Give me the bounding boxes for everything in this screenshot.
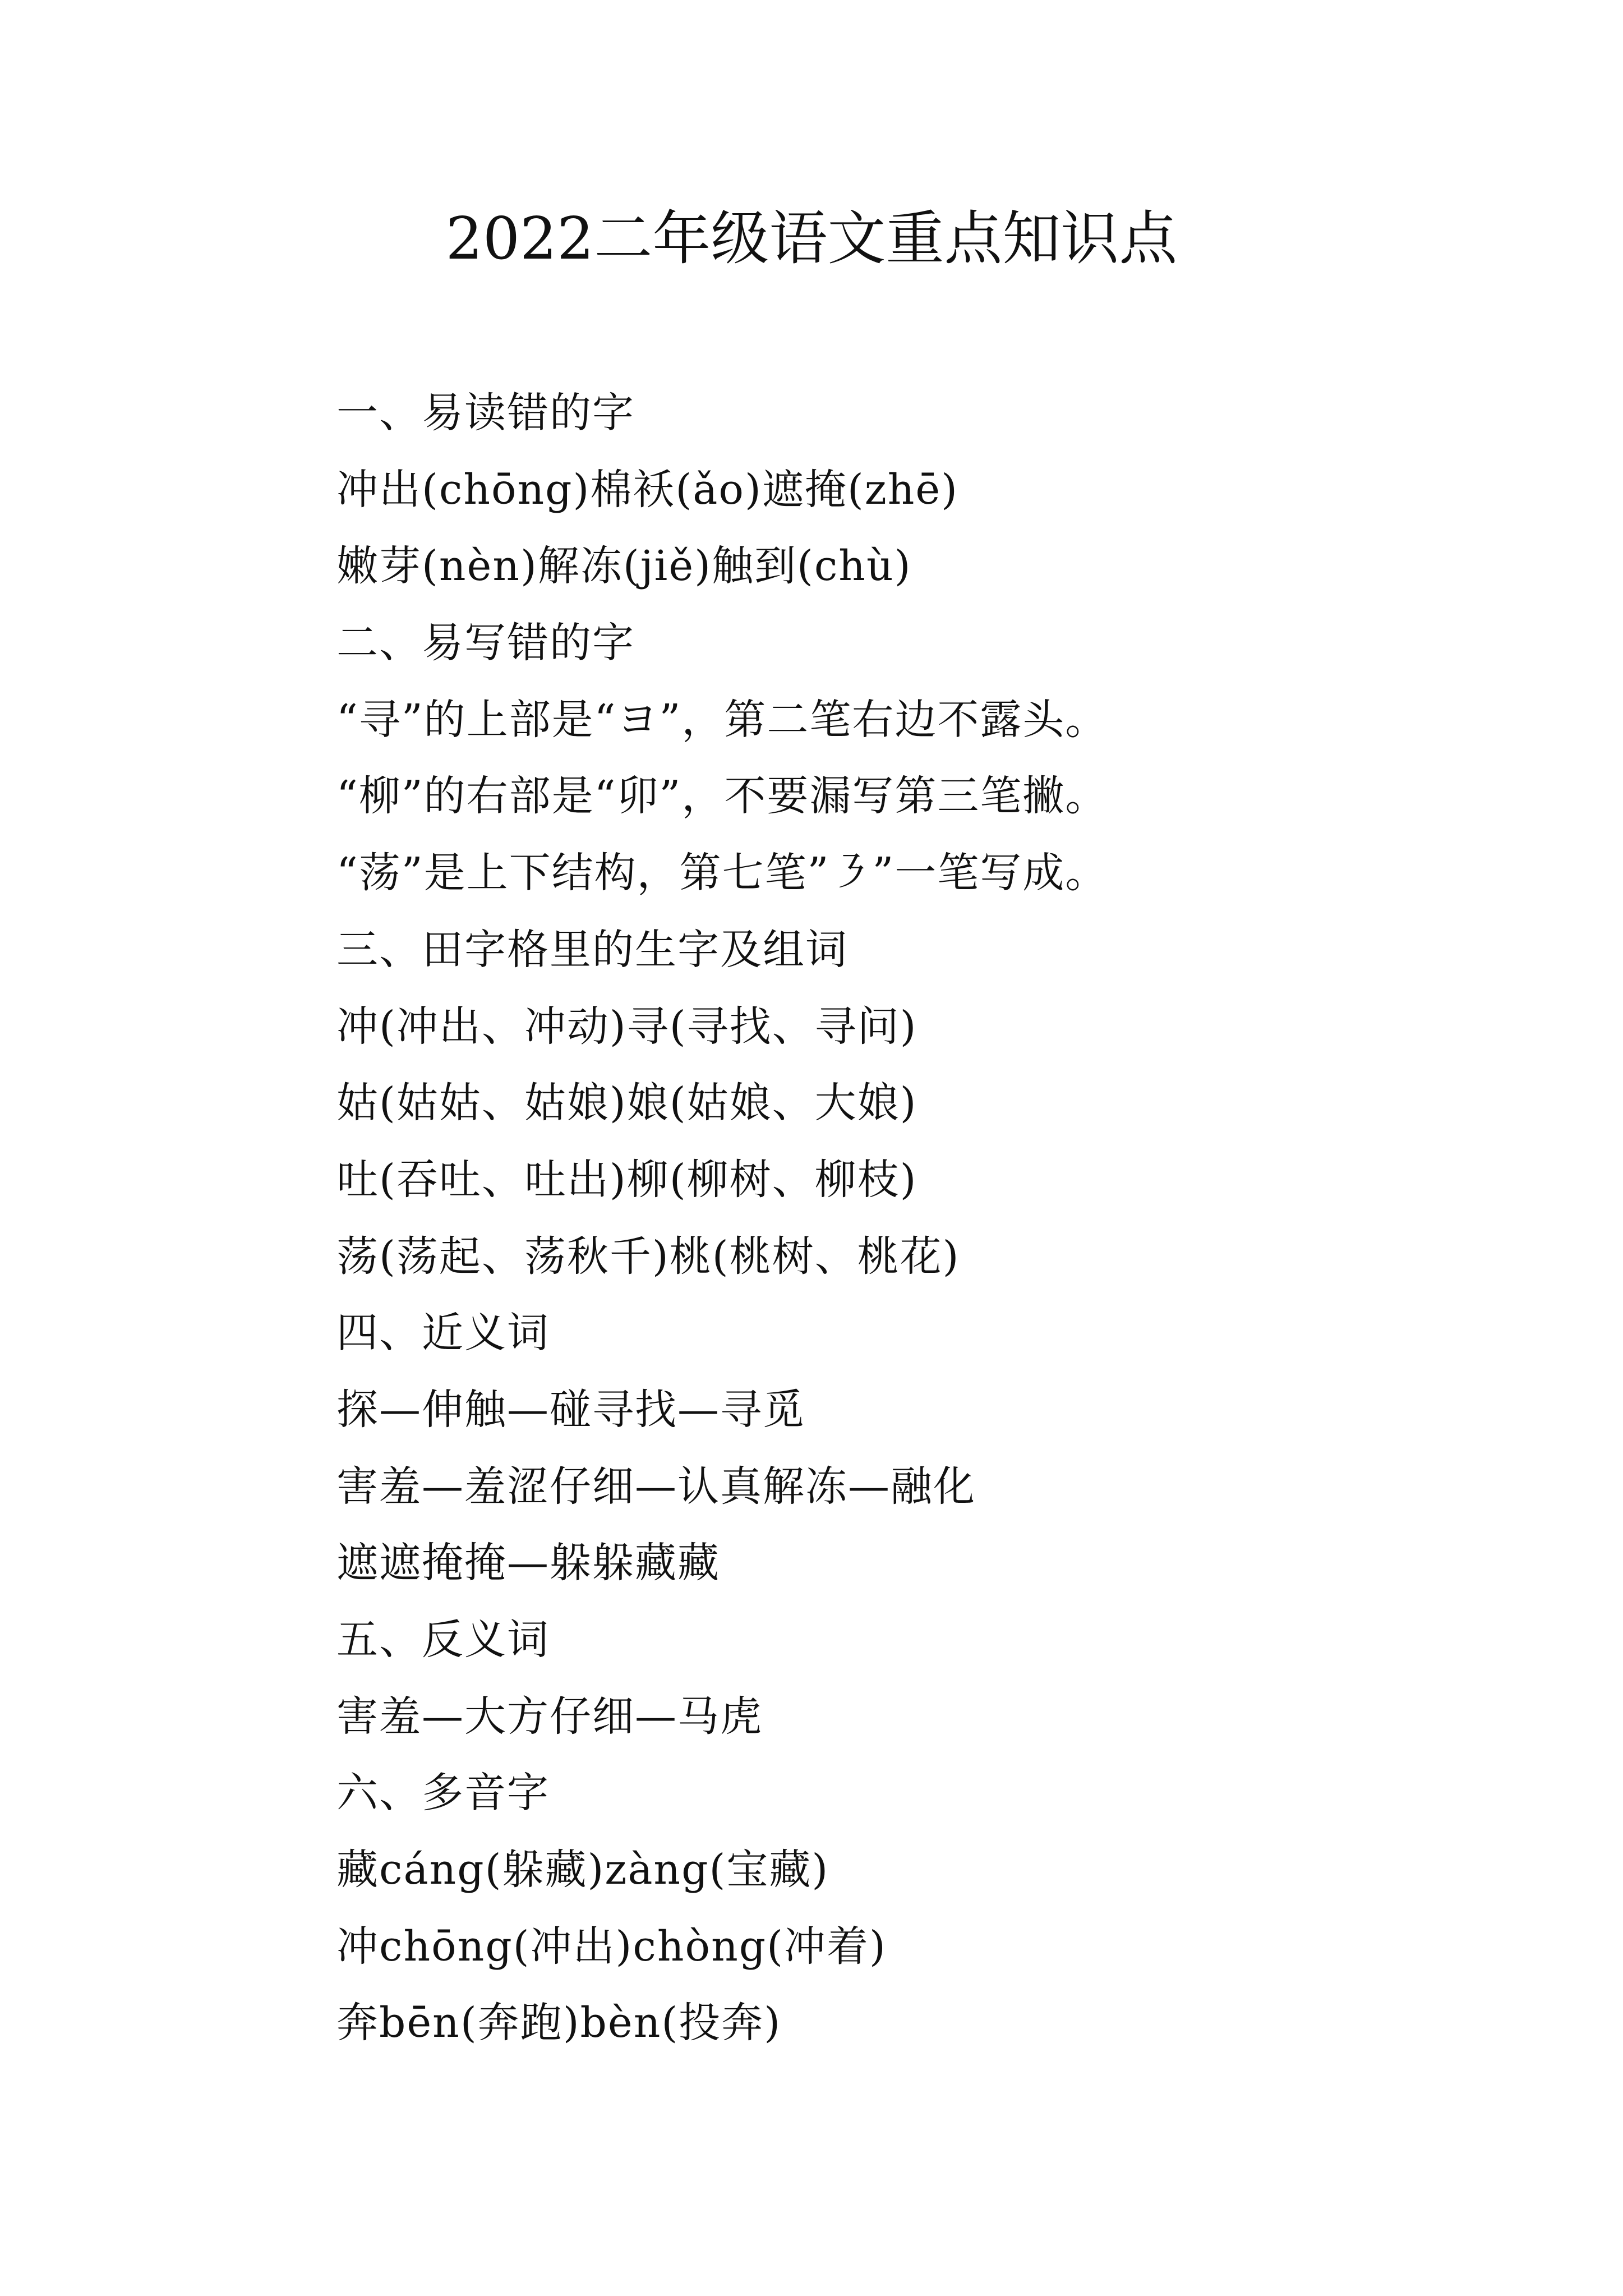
text-line: 吐(吞吐、吐出)柳(柳树、柳枝) (336, 1155, 917, 1204)
text-line: “荡”是上下结构，第七笔”㇋”一笔写成。 (336, 849, 1108, 898)
text-line: “柳”的右部是“卯”，不要漏写第三笔撇。 (336, 772, 1108, 821)
section-heading-misread-characters: 一、易读错的字 (336, 389, 635, 437)
text-line: “寻”的上部是“ヨ”，第二笔右边不露头。 (336, 695, 1108, 744)
text-line: 荡(荡起、荡秋千)桃(桃树、桃花) (336, 1232, 960, 1281)
text-line: 冲chōng(冲出)chòng(冲着) (336, 1922, 887, 1971)
text-line: 遮遮掩掩—躲躲藏藏 (336, 1539, 720, 1588)
text-line: 害羞—大方仔细—马虎 (336, 1692, 763, 1741)
section-heading-miswritten-characters: 二、易写错的字 (336, 619, 635, 668)
section-heading-new-characters: 三、田字格里的生字及组词 (336, 925, 848, 974)
text-line: 藏cáng(躲藏)zàng(宝藏) (336, 1846, 829, 1894)
text-line: 嫩芽(nèn)解冻(jiě)触到(chù) (336, 542, 912, 591)
text-line: 冲出(chōng)棉袄(ǎo)遮掩(zhē) (336, 465, 959, 514)
section-heading-polyphonic-characters: 六、多音字 (336, 1769, 550, 1818)
section-heading-synonyms: 四、近义词 (336, 1309, 550, 1358)
document-title: 2022二年级语文重点知识点 (445, 204, 1178, 273)
text-line: 害羞—羞涩仔细—认真解冻—融化 (336, 1462, 976, 1511)
text-line: 冲(冲出、冲动)寻(寻找、寻问) (336, 1002, 917, 1051)
text-line: 姑(姑姑、姑娘)娘(姑娘、大娘) (336, 1079, 917, 1128)
text-line: 探—伸触—碰寻找—寻觅 (336, 1385, 805, 1434)
text-line: 奔bēn(奔跑)bèn(投奔) (336, 1999, 782, 2047)
document-body (336, 375, 1570, 2062)
section-heading-antonyms: 五、反义词 (336, 1616, 550, 1664)
